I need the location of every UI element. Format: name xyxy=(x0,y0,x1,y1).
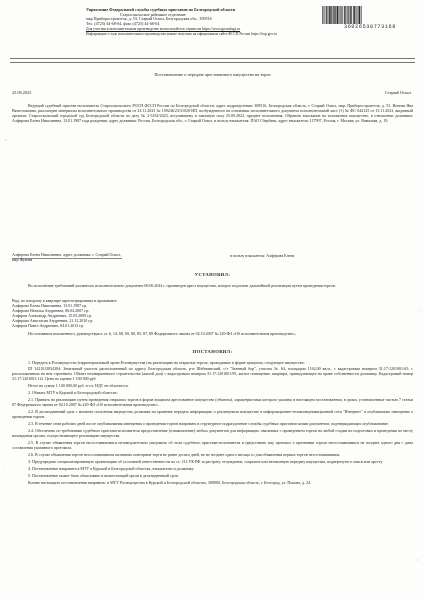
document-date: 25.08.2025 xyxy=(12,90,32,95)
decree-paragraph: 2.1. Принять на реализацию путем проведения открытых торгов в форме аукциона арестованное имущество (объекты), характеристики которого указаны в настоящем постановлении, в сроки, установленные частью 7 статьи 87 Федерального закона от 02.10.2007 № 229-ФЗ «Об исполнительном производстве». xyxy=(12,397,413,407)
barcode-number: 36026530773168 xyxy=(344,24,396,30)
document-city: Старый Оскол xyxy=(384,90,411,95)
intro-paragraph: Ведущий судебный пристав-исполнитель Старооскольского РОСП ФССП России по Белгородской области, адрес подразделения: 309516, Белгородская область, г. Старый Оскол, мкр. Приборостроитель, д. 53, Ионова Яна Вячеславовна, рассмотрев материалы исполнительного производства от 23.11.2023 № 109246/23/31020-ИП, возбужденного на основании исполнительного документа исполнительный лист (1) № ФС 044125 от 15.11.2023, выданный органом: Старооскольский городской суд Белгородской области по делу № 2-3182/2023, вступившему в законную силу 25.09.2023, предмет исполнения: Обратить взыскание на заложенное имущество, в отношении должника: Алферова Елена Николаевна, 13.01.1987 года рождения, адрес должника: Россия, Белгородская обл., г. Старый Оскол, в пользу взыскателя: ПАО Сбербанк, адрес взыскателя: 117997, Россия, г. Москва, ул. Вавилова, д. 19, xyxy=(12,103,413,123)
fssp-link-line[interactable]: Информацию о ходе исполнительного производства можно получить на официальном сайте ФССП России https://fssp.gov.ru xyxy=(86,31,277,36)
decree-paragraph: Итого на сумму 1 100 000,00 руб. в т.ч. НДС не облагается. xyxy=(28,383,129,388)
persons-intro: Вид, по которому в квартире зарегистрированы и проживают: xyxy=(12,298,118,303)
person-item: Алферова Наталья Андреевна, 06.04.2007 г.р. xyxy=(12,308,90,313)
decree-paragraph: ID 1421012834384: Земельный участок расположенный по адресу Белгородская область, р-н Шебекинский, с/т "Зеленый бор", участок № 64, площадью 1162,00 кв.м., с кадастровым номером 31:17:1201001:65; с расположенным на нем строением. Объект незавершенного строительства (жилой дом) с кадастровым номером 31:17:1201001:95, жилое помещение, квартира, принадлежащее на праве собственности должнику, Кадастровый номер 31:17:1201001:112. Цена по оценке 1 100 000 руб. xyxy=(12,366,413,381)
person-item: Алферов Александр Андреевич, 15.03.2009 г.р. xyxy=(12,313,93,318)
division-address: мкр Приборостроитель, д. 53, Старый Оскол, Белгородская обл., 309516 xyxy=(86,17,212,22)
decree-paragraph: 1. Передать в Росимущество (территориальный орган Росимущества) на реализацию на открытых торгах, проводимых в форме аукциона, следующее имущество: xyxy=(28,360,305,365)
established-heading: УСТАНОВИЛ: xyxy=(194,272,231,277)
decree-paragraph: 2. Обязать МТУ в Курской и Белгородской областях: xyxy=(28,390,118,395)
decree-paragraph: 2.5. В случае объявления торгов несостоявшимися незамедлительно уведомить об этом судебного пристава-исполнителя и представить ему протокол о признании торгов несостоявшимися не позднее одного дня с даты составления указанного протокола. xyxy=(12,440,413,450)
collector-line: в пользу взыскателя: Алферова Елена xyxy=(230,253,295,258)
document-title: Постановление о передаче арестованного имущества на торги xyxy=(154,72,271,77)
division-name: Старооскольское районное отделение xyxy=(120,12,186,17)
person-item: Алферова Анастасия Андреевна, 21.12.2010 г.р. xyxy=(12,318,94,323)
decree-heading: ПОСТАНОВИЛ: xyxy=(192,349,233,354)
decree-paragraph: 4. Постановление направить в МТУ в Курской и Белгородской областях, взыскателю и должнику. xyxy=(28,466,195,471)
person-item: Алферова Елена Николаевна, 13.01.1987 г.р. xyxy=(12,303,88,308)
person-item: Алферов Павел Андреевич, 04.01.2013 г.р. xyxy=(12,323,85,328)
decree-paragraph: 5. Постановление может быть обжаловано в вышестоящий орган в десятидневный срок. xyxy=(28,473,179,478)
decree-paragraph: 2.4. Обеспечить по требованию судебного пристава-исполнителя предоставление (ознакомление) любых документов для информации, связанных с проведением торгов на любой стадии их подготовки и проведения по месту нахождения органа, осуществляющего реализацию имущества. xyxy=(12,428,413,438)
established-paragraph: Во исполнение требований указанного исполнительного документа 06.06.2024 г. произведен арест имущества, которое подлежит дальнейшей реализации путем проведения торгов. xyxy=(28,283,336,288)
law-paragraph: На основании изложенного, руководствуясь ст. 6, 14, 68, 69, 80, 85, 87, 89 Федерального закона от 02.10.2007 № 229-ФЗ «Об исполнительном производстве», xyxy=(28,331,296,336)
decree-paragraph: 2.6. В случае объявления торгов несостоявшимися назначить повторные торги не ранее десяти дней, но не позднее одного месяца со дня объявления первых торгов несостоявшимися. xyxy=(28,452,341,457)
recipients-line: Копию настоящего постановления направить: в МТУ Росимущества в Курской и Белгородской областях, 308000, Белгородская область, г. Белгород, ул. Попова, д. 24. xyxy=(28,480,312,485)
decree-paragraph: 3. Предупредить специализированную организацию об уголовной ответственности по ст. 312 УК РФ за растрату, отчуждение, сокрытие или незаконную передачу имущества, подвергнутого описи или аресту. xyxy=(28,459,383,464)
decree-paragraph: 2.2. В десятидневный срок с момента получения имущества должника на хранение передать информацию о реализуемом имуществе в информационно-телекоммуникационной сети "Интернет" и опубликовать извещение о проведении торгов. xyxy=(12,409,413,419)
gosuslugi-link-line[interactable]: Для участия в исполнительном производстве воспользуйтесь сервисом https://www.gosuslugi.ru xyxy=(86,26,241,31)
department-name: Управление Федеральной службы судебных приставов по Белгородской области xyxy=(86,8,236,12)
division-contacts: Тел. (4725) 44-68-04, факс (4725) 44-68-04 xyxy=(86,22,160,27)
debtor-line: Алферова Елена Николаевна, адрес должника: г. Старый Оскол, мкр Жукова xyxy=(12,252,121,262)
decree-paragraph: 2.3. В течение семи рабочих дней после опубликования извещения о проведении торгов направить в структурное подразделение службы судебных приставов копии документов, подтверждающих опубликование. xyxy=(28,421,389,426)
